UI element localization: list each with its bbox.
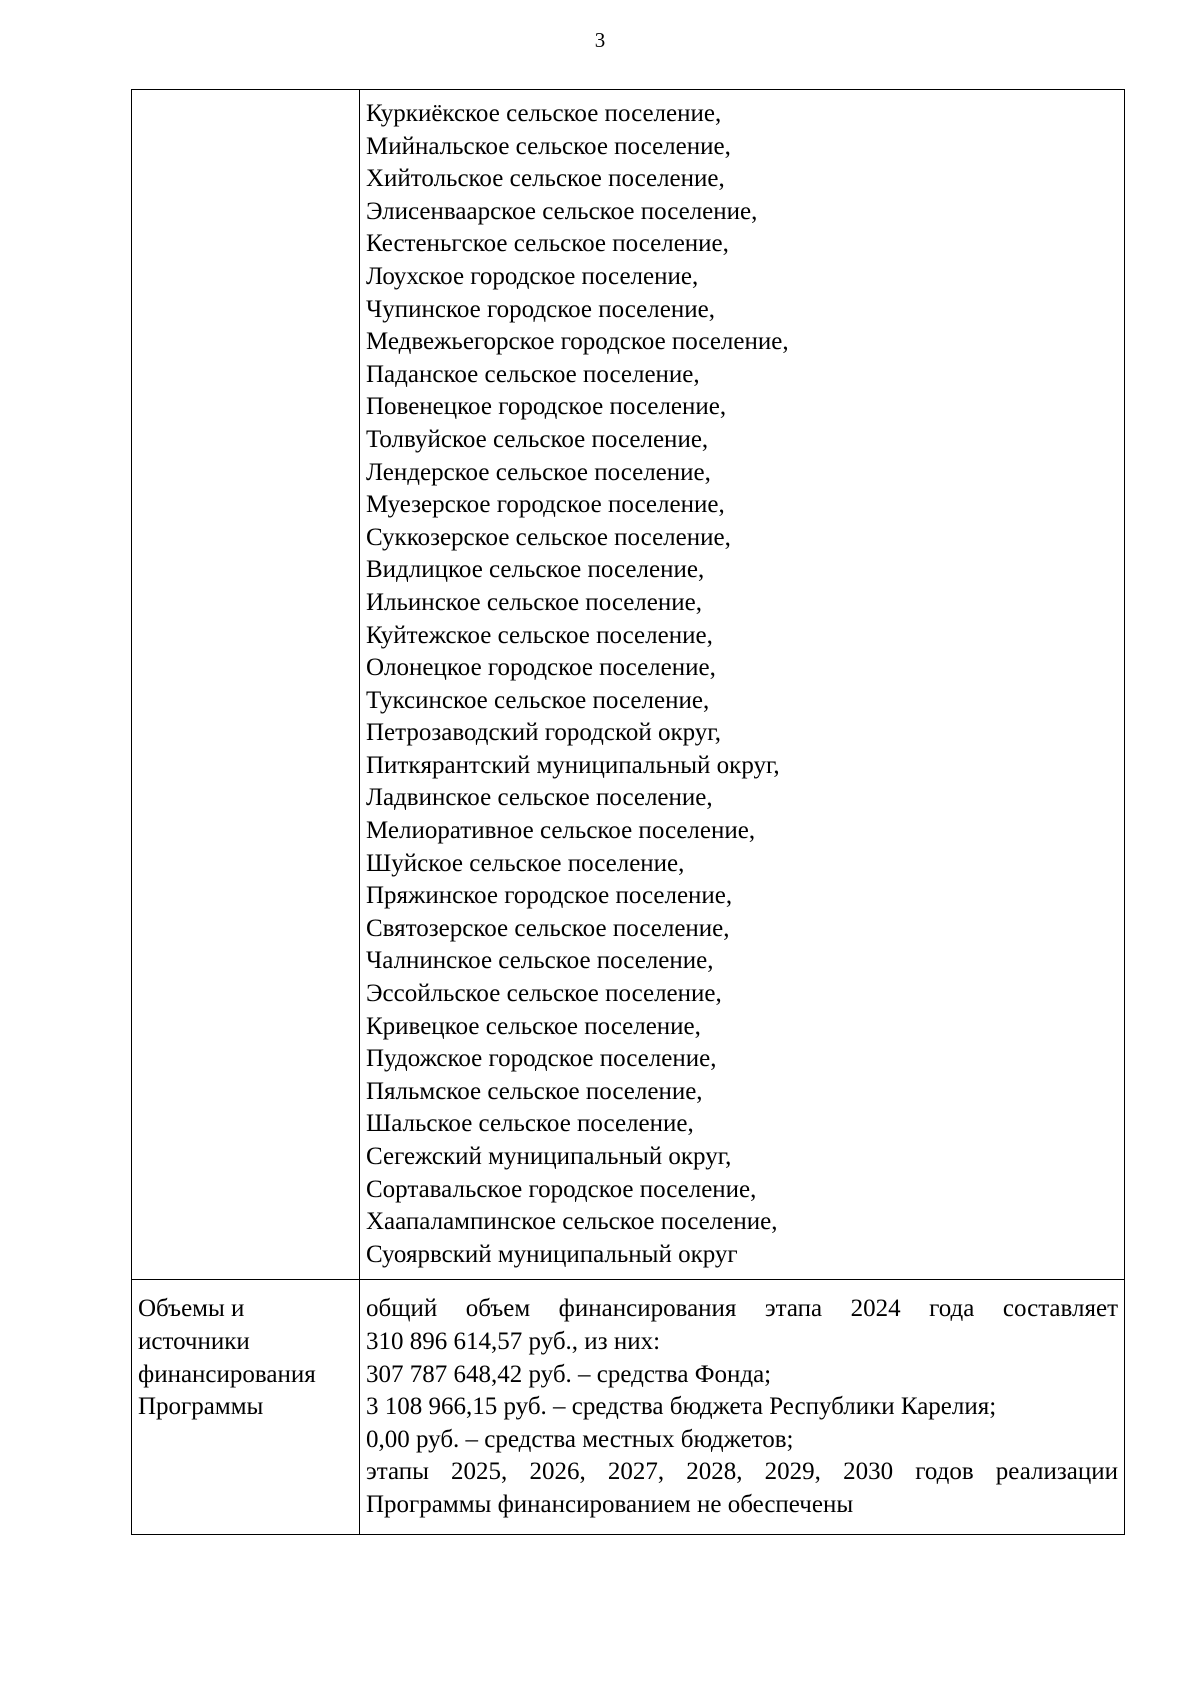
municipality-item: Пряжинское городское поселение, (366, 882, 733, 910)
municipality-item: Медвежьегорское городское поселение, (366, 328, 789, 356)
financing-details-cell (360, 1280, 1125, 1534)
financing-total-amount: 310 896 614,57 руб., из них: (366, 1327, 661, 1355)
financing-stages-note-end: Программы финансированием не обеспечены (366, 1490, 854, 1518)
financing-fund-amount: 307 787 648,42 руб. – средства Фонда; (366, 1360, 772, 1388)
municipality-item: Куркиёкское сельское поселение, (366, 100, 722, 127)
municipality-item: Ладвинское сельское поселение, (366, 784, 713, 812)
municipality-item: Чалнинское сельское поселение, (366, 947, 714, 975)
municipality-item: Петрозаводский городской округ, (366, 719, 721, 747)
municipality-item: Суоярвский муниципальный округ (366, 1240, 738, 1268)
municipality-item: Сортавальское городское поселение, (366, 1175, 757, 1203)
municipality-item: Элисенваарское сельское поселение, (366, 197, 758, 225)
table-row-financing (132, 1280, 1125, 1534)
municipality-item: Сегежский муниципальный округ, (366, 1143, 732, 1170)
municipality-item: Олонецкое городское поселение, (366, 654, 716, 682)
municipality-item: Кестеньгское сельское поселение, (366, 230, 729, 258)
municipality-item: Шальское сельское поселение, (366, 1110, 694, 1138)
municipality-item: Эссойльское сельское поселение, (366, 980, 722, 1008)
table-row-municipalities (132, 90, 1125, 1280)
municipality-item: Кривецкое сельское поселение, (366, 1012, 701, 1040)
municipality-item: Толвуйское сельское поселение, (366, 425, 709, 453)
municipality-item: Паданское сельское поселение, (366, 360, 700, 388)
municipality-item: Пудожское городское поселение, (366, 1045, 717, 1073)
financing-label-line: источники (138, 1327, 250, 1355)
financing-total-line: общий объем финансирования этапа 2024 года составляет (366, 1295, 1118, 1323)
municipalities-cell (360, 90, 1125, 1280)
municipality-item: Муезерское городское поселение, (366, 491, 725, 519)
municipality-item: Повенецкое городское поселение, (366, 393, 727, 421)
municipality-item: Пяльмское сельское поселение, (366, 1077, 703, 1105)
financing-local-budget-amount: 0,00 руб. – средства местных бюджетов; (366, 1425, 794, 1453)
municipality-item: Мийнальское сельское поселение, (366, 132, 731, 160)
row-label-cell-empty (132, 90, 360, 1280)
municipality-item: Лоухское городское поселение, (366, 262, 699, 290)
financing-label-line: Программы (138, 1393, 264, 1421)
municipality-item: Лендерское сельское поселение, (366, 458, 711, 486)
municipality-item: Ильинское сельское поселение, (366, 588, 702, 616)
municipality-item: Чупинское городское поселение, (366, 295, 715, 323)
financing-label-line: финансирования (138, 1360, 316, 1388)
program-passport-table (131, 89, 1125, 1535)
municipality-item: Суккозерское сельское поселение, (366, 523, 731, 551)
page-number: 3 (594, 28, 606, 52)
financing-stages-note: этапы 2025, 2026, 2027, 2028, 2029, 2030 годов реализации (366, 1458, 1118, 1486)
municipality-item: Мелиоративное сельское поселение, (366, 817, 756, 845)
municipality-item: Питкярантский муниципальный округ, (366, 751, 780, 779)
municipality-item: Туксинское сельское поселение, (366, 686, 710, 714)
municipality-item: Шуйское сельское поселение, (366, 849, 685, 877)
financing-label-line: Объемы и (138, 1295, 245, 1323)
financing-republic-budget-amount: 3 108 966,15 руб. – средства бюджета Республики Карелия; (366, 1393, 997, 1421)
municipality-item: Видлицкое сельское поселение, (366, 556, 705, 584)
municipality-item: Куйтежское сельское поселение, (366, 621, 713, 649)
financing-label-cell (132, 1280, 360, 1534)
municipality-item: Святозерское сельское поселение, (366, 914, 730, 942)
municipality-item: Хийтольское сельское поселение, (366, 165, 725, 193)
municipality-item: Хаапалампинское сельское поселение, (366, 1208, 778, 1236)
